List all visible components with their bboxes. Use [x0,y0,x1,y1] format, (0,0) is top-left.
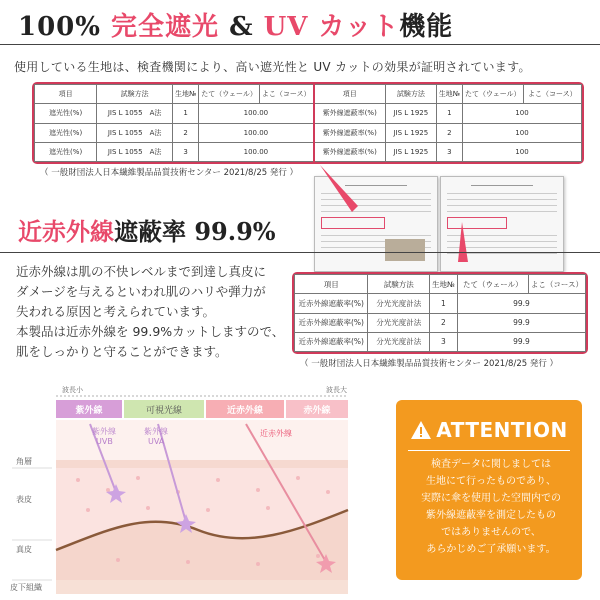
table-cell: 2 [172,123,198,142]
table-header-cell: よこ（コース） [523,85,581,104]
table-cell: 2 [436,123,462,142]
table-cell: JIS L 1925 [386,123,437,142]
description-line: 失われる原因と考えられています。 [16,304,216,319]
table-header-cell: 試験方法 [386,85,437,104]
table-cell: JIS L 1925 [386,142,437,161]
table-header-cell: 項目 [35,85,97,104]
table-cell: 99.9 [457,313,585,332]
table-row [35,123,582,142]
wave-short-label: 波長小 [62,386,83,394]
table-row [295,332,586,351]
certificate-scan-image [314,176,438,272]
band-label: 赤外線 [303,406,331,416]
table-cell: 2 [430,313,458,332]
title-ampersand: & [219,12,264,42]
table-cell: JIS L 1925 [386,104,437,123]
table-cell: 紫外線遮蔽率(%) [314,104,386,123]
table-cell: 100 [462,142,581,161]
table-cell: 100 [462,104,581,123]
table-cell: 100 [462,123,581,142]
title-blackout: 完全遮光 [111,12,220,42]
title-nir-rate: 遮蔽率 99.9% [114,217,276,246]
table-header-cell: たて（ウェール） [462,85,523,104]
table-row [295,313,586,332]
band-label: 近赤外線 [226,406,264,416]
table-header-cell: 項目 [295,275,368,294]
table-cell: 100.00 [199,142,314,161]
uvb-label: UVB [96,437,113,446]
table-header-cell: 項目 [314,85,386,104]
table-cell: 遮光性(%) [35,123,97,142]
layer-label: 表皮 [16,495,32,504]
table-cell: 3 [436,142,462,161]
attention-box [396,400,582,580]
table-cell: 99.9 [457,332,585,351]
test-results-table-1 [32,82,584,164]
table-header-row [35,85,582,104]
table-cell: 遮光性(%) [35,142,97,161]
table-source-note: （ 一般財団法人日本繊維製品品質技術センター 2021/8/25 発行 ） [300,359,559,369]
nir-label: 近赤外線 [260,429,292,438]
table-header-cell: たて（ウェール） [457,275,528,294]
description-line: 近赤外線は肌の不快レベルまで到達し真皮に [16,264,267,279]
table-cell: JIS L 1055 A法 [97,104,173,123]
attention-line: 生地にて行ったものであり、 [426,476,556,487]
layer-label: 真皮 [16,545,32,554]
warning-icon [410,420,432,440]
table-cell: 分光光度計法 [368,332,430,351]
table-header-cell: 生地№ [172,85,198,104]
table-cell: JIS L 1055 A法 [97,123,173,142]
attention-title-text: ATTENTION [436,418,568,442]
table-cell: 近赤外線遮蔽率(%) [295,294,368,313]
table-cell: 99.9 [457,294,585,313]
table-cell: 分光光度計法 [368,294,430,313]
skin-penetration-diagram [8,380,356,596]
attention-line: 実際に傘を使用した空間内での [421,493,561,504]
table-row [295,294,586,313]
page-title [18,6,453,43]
table-header-cell: 生地№ [430,275,458,294]
table-cell: 近赤外線遮蔽率(%) [295,332,368,351]
table-cell: 3 [430,332,458,351]
table-cell: 紫外線遮蔽率(%) [314,142,386,161]
layer-label: 皮下組織 [10,583,42,592]
uvb-label: 紫外線 [92,427,116,436]
description-line: ダメージを与えるといわれ肌のハリや弾力が [16,284,266,299]
table-header-cell: よこ（コース） [259,85,313,104]
table-source-note: （ 一般財団法人日本繊維製品品質技術センター 2021/8/25 発行 ） [40,168,299,178]
attention-line: あらかじめご了承願います。 [426,544,556,555]
table-cell: 1 [436,104,462,123]
table-row [35,142,582,161]
band-label: 可視光線 [145,406,183,416]
band-label: 紫外線 [75,406,103,416]
test-results-table-2 [292,272,588,354]
table-header-cell: 試験方法 [368,275,430,294]
attention-body [408,456,574,558]
title-number: 100% [18,12,112,42]
uva-label: 紫外線 [144,427,168,436]
table-cell: 3 [172,142,198,161]
nir-description [16,262,294,362]
table-cell: 遮光性(%) [35,104,97,123]
attention-line: ではありませんので、 [441,527,541,538]
title-function: 機能 [399,12,454,42]
attention-divider [408,450,570,451]
section-title-nir [18,212,276,247]
description-line: 本製品は近赤外線を 99.9%カットしますので、 [16,324,285,339]
certificate-scan-image [440,176,564,272]
title-divider [0,44,600,45]
table-cell: 1 [172,104,198,123]
attention-line: 紫外線遮蔽率を測定したもの [426,510,556,521]
table-header-cell: 生地№ [436,85,462,104]
attention-line: 検査データに関しましては [431,459,551,470]
table-cell: 100.00 [199,104,314,123]
table-cell: 近赤外線遮蔽率(%) [295,313,368,332]
uva-label: UVA [148,437,165,446]
subcutaneous-layer [56,580,348,594]
layer-label: 角層 [16,457,32,466]
section-divider [0,252,600,253]
table-cell: 1 [430,294,458,313]
table-cell: JIS L 1055 A法 [97,142,173,161]
title-nir: 近赤外線 [18,217,114,246]
table-cell: 100.00 [199,123,314,142]
description-line: 肌をしっかりと守ることができます。 [16,344,228,359]
table-header-row [295,275,586,294]
attention-title [396,418,582,442]
stratum-corneum [56,460,348,468]
table-header-cell: よこ（コース） [528,275,585,294]
table-cell: 分光光度計法 [368,313,430,332]
title-uv-cut: UV カット [263,12,400,42]
table-header-cell: たて（ウェール） [199,85,260,104]
table-header-cell: 試験方法 [97,85,173,104]
intro-text: 使用している生地は、検査機関により、高い遮光性と UV カットの効果が証明されています。 [14,60,531,74]
table-row [35,104,582,123]
wave-long-label: 波長大 [326,386,347,394]
table-cell: 紫外線遮蔽率(%) [314,123,386,142]
